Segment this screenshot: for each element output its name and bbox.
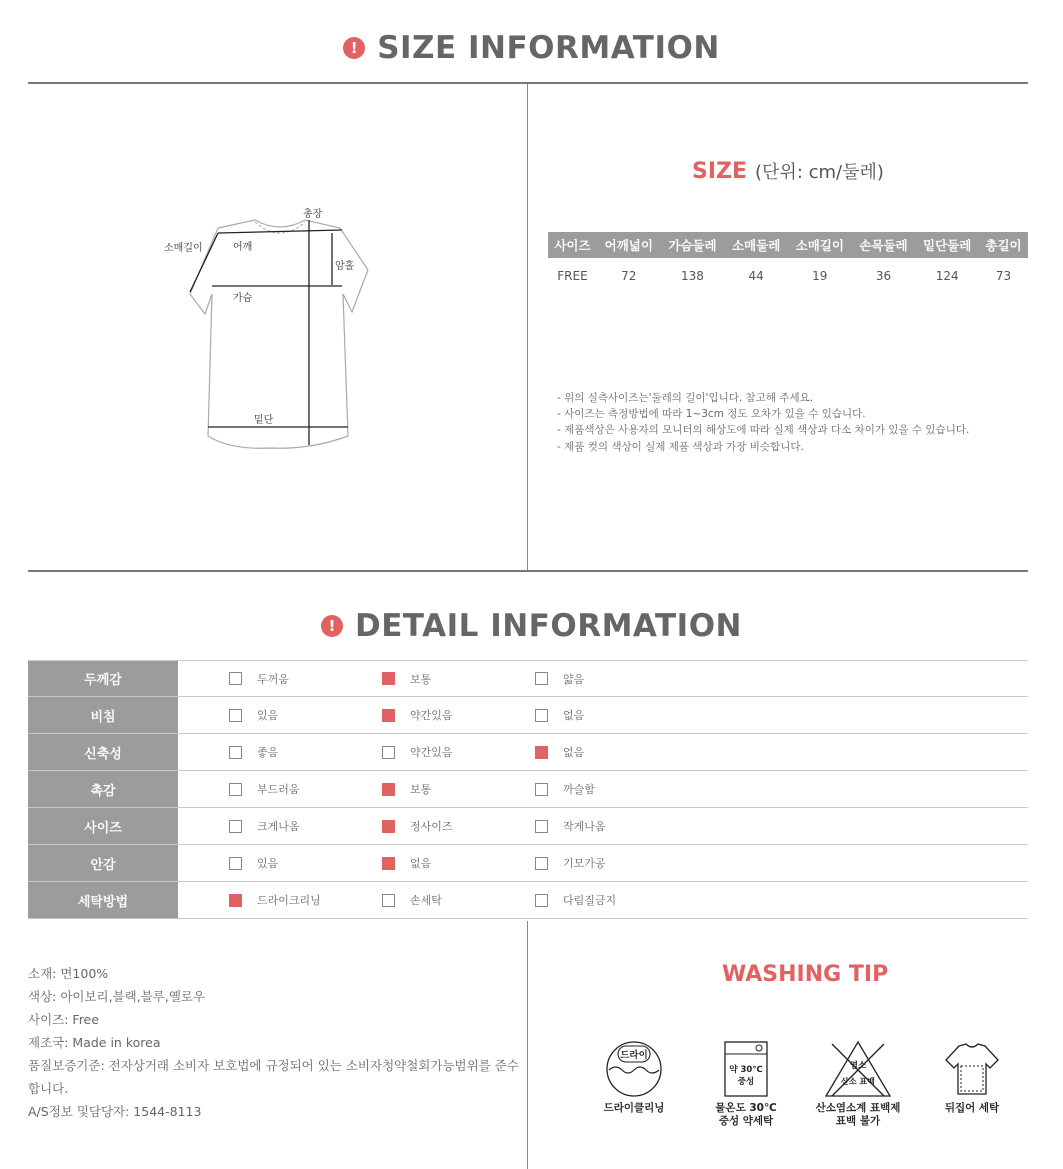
size-notes [557,390,969,455]
option-label: 없음 [563,746,585,759]
wash-30-icon-text: 중성 [737,1077,755,1087]
detail-option[interactable] [229,882,382,918]
option-label: 작게나옴 [563,820,606,833]
option-label: 손세탁 [410,894,442,907]
option-label: 없음 [410,857,432,870]
detail-option[interactable] [535,808,688,844]
wash-item-dry-clean [594,1040,674,1115]
size-heading-label: SIZE [692,159,748,184]
no-bleach-icon-text: 산소 표백 [841,1077,875,1086]
checkbox-checked[interactable] [229,894,242,907]
option-label: 두꺼움 [257,672,289,686]
detail-option[interactable] [535,734,688,770]
detail-information-title-text: DETAIL INFORMATION [354,608,742,644]
size-table-header: 소매둘레 [724,232,788,258]
option-label: 정사이즈 [410,820,453,833]
detail-row-elasticity [28,734,1028,771]
checkbox-checked[interactable] [382,672,395,685]
option-label: 약간있음 [410,746,453,759]
option-label: 얇음 [563,672,585,686]
detail-row-label: 두께감 [28,661,178,696]
tshirt-size-diagram [160,200,380,455]
material-line: 소재: 면100% [28,966,109,981]
size-information-title [0,30,1063,66]
option-label: 좋음 [257,746,279,759]
diagram-label-chest: 가슴 [233,293,253,304]
wash-item-label: 중성 약세탁 [718,1115,774,1127]
checkbox[interactable] [229,672,242,685]
detail-row-lining [28,845,1028,882]
size-table-header: 총길이 [979,232,1028,258]
vertical-divider [527,921,528,1169]
checkbox[interactable] [535,783,548,796]
inside-out-icon [943,1040,1001,1098]
size-table-header-row [548,232,1028,258]
material-info [28,962,523,1123]
wash-item-wash-30 [706,1040,786,1128]
detail-row-size-fit [28,808,1028,845]
alert-icon: ! [343,37,365,59]
divider [28,570,1028,572]
detail-row-label: 촉감 [28,771,178,807]
detail-row-thickness [28,660,1028,697]
size-heading [692,158,884,184]
table-row [548,258,1028,294]
no-bleach-icon-text: 염소 [849,1061,867,1071]
detail-option[interactable] [382,661,535,696]
detail-option[interactable] [229,661,382,696]
option-label: 보통 [410,783,432,796]
material-line: 사이즈: Free [28,1012,99,1027]
size-information-title-text: SIZE INFORMATION [377,30,720,66]
option-label: 기모가공 [563,857,606,870]
option-label: 까슬함 [563,783,595,796]
detail-row-label: 사이즈 [28,808,178,844]
diagram-label-shoulder: 어깨 [233,242,253,253]
size-table-header: 소매길이 [788,232,852,258]
option-label: 보통 [410,672,432,686]
checkbox[interactable] [229,857,242,870]
detail-option[interactable] [382,882,535,918]
checkbox-checked[interactable] [535,746,548,759]
size-table-cell: 72 [621,269,637,283]
option-label: 다림질금지 [563,894,617,907]
detail-option[interactable] [535,771,688,807]
checkbox[interactable] [382,894,395,907]
alert-icon: ! [321,615,343,637]
checkbox[interactable] [382,746,395,759]
size-unit-label: (단위: cm/둘레) [755,162,884,183]
option-label: 약간있음 [410,709,453,722]
size-table-header: 어깨넓이 [597,232,661,258]
divider [28,82,1028,84]
detail-option[interactable] [382,845,535,881]
detail-row-washing-method [28,882,1028,919]
detail-row-texture [28,771,1028,808]
detail-row-label: 안감 [28,845,178,881]
size-table-cell: 124 [935,269,959,283]
size-table-cell: FREE [557,269,588,283]
checkbox-checked[interactable] [382,820,395,833]
detail-row-label: 세탁방법 [28,882,178,918]
detail-option[interactable] [382,734,535,770]
detail-option[interactable] [535,845,688,881]
washing-tip-title: WASHING TIP [722,962,889,987]
dry-clean-icon [604,1040,664,1098]
detail-row-label: 비침 [28,697,178,733]
checkbox[interactable] [535,857,548,870]
size-table-cell: 36 [875,269,892,283]
material-line: 제조국: Made in korea [28,1035,161,1050]
dry-clean-icon-text: 드라이 [620,1050,648,1061]
size-table-cell: 19 [812,269,828,283]
detail-option[interactable] [229,697,382,733]
size-note: - 위의 실측사이즈는'둘레의 길이'입니다. 참고해 주세요. [557,392,814,404]
wash-item-label: 산소염소계 표백제 [815,1102,901,1114]
wash-item-label: 뒤집어 세탁 [944,1102,1000,1114]
detail-option[interactable] [535,661,688,696]
size-table-cell: 138 [681,269,704,283]
wash-item-label: 드라이클리닝 [603,1102,665,1114]
size-table-header: 가슴둘레 [661,232,725,258]
diagram-label-hem: 밑단 [254,415,274,426]
checkbox[interactable] [229,709,242,722]
detail-option[interactable] [382,697,535,733]
size-note: - 제품색상은 사용자의 모니터의 해상도에 따라 실제 색상과 다소 차이가 있을 수 있습니다. [557,424,970,437]
checkbox[interactable] [229,783,242,796]
option-label: 드라이크리닝 [257,894,321,907]
option-label: 크게나옴 [257,820,300,833]
detail-information-title [0,608,1063,644]
wash-item-no-bleach [810,1040,906,1128]
diagram-label-sleeve-length: 소매길이 [164,243,203,254]
checkbox[interactable] [535,820,548,833]
size-note: - 사이즈는 측정방법에 따라 1~3cm 정도 오차가 있을 수 있습니다. [557,408,866,421]
detail-option[interactable] [229,808,382,844]
option-label: 있음 [257,857,279,870]
material-line: A/S정보 및담당자: 1544-8113 [28,1104,202,1119]
option-label: 있음 [257,709,279,722]
size-table-header: 손목둘레 [852,232,916,258]
checkbox[interactable] [535,894,548,907]
vertical-divider [527,84,528,570]
detail-option[interactable] [229,845,382,881]
diagram-label-total-length: 총장 [303,209,323,220]
detail-option[interactable] [229,771,382,807]
wash-item-inside-out [930,1040,1014,1115]
checkbox[interactable] [535,672,548,685]
size-table-cell: 73 [995,269,1012,283]
diagram-label-armhole: 암홀 [335,261,355,272]
material-line: 색상: 아이보리,블랙,블루,옐로우 [28,989,206,1004]
option-label: 부드러움 [257,783,300,796]
detail-row-label: 신축성 [28,734,178,770]
checkbox[interactable] [535,709,548,722]
detail-table [28,660,1028,919]
detail-row-sheerness [28,697,1028,734]
checkbox-checked[interactable] [382,709,395,722]
wash-item-label: 물온도 30℃ [715,1102,777,1114]
wash-30-icon-text: 약 30℃ [729,1065,763,1075]
detail-option[interactable] [382,808,535,844]
checkbox[interactable] [229,746,242,759]
material-line: 품질보증기준: 전자상거래 소비자 보호법에 규정되어 있는 소비자청약철회가능범위를 준수합니다. [28,1058,519,1096]
detail-option[interactable] [382,771,535,807]
detail-option[interactable] [535,882,688,918]
size-table [548,232,1028,294]
checkbox-checked[interactable] [382,857,395,870]
detail-option[interactable] [535,697,688,733]
size-table-header: 사이즈 [548,232,597,258]
size-note: - 제품 컷의 색상이 실제 제품 색상과 가장 비슷합니다. [557,440,804,453]
checkbox-checked[interactable] [382,783,395,796]
detail-option[interactable] [229,734,382,770]
option-label: 없음 [563,709,585,722]
size-table-cell: 44 [748,269,764,283]
checkbox[interactable] [229,820,242,833]
no-bleach-icon [824,1040,892,1098]
size-table-header: 밑단둘레 [915,232,979,258]
wash-item-label: 표백 불가 [835,1115,881,1127]
wash-30-icon [723,1040,769,1098]
